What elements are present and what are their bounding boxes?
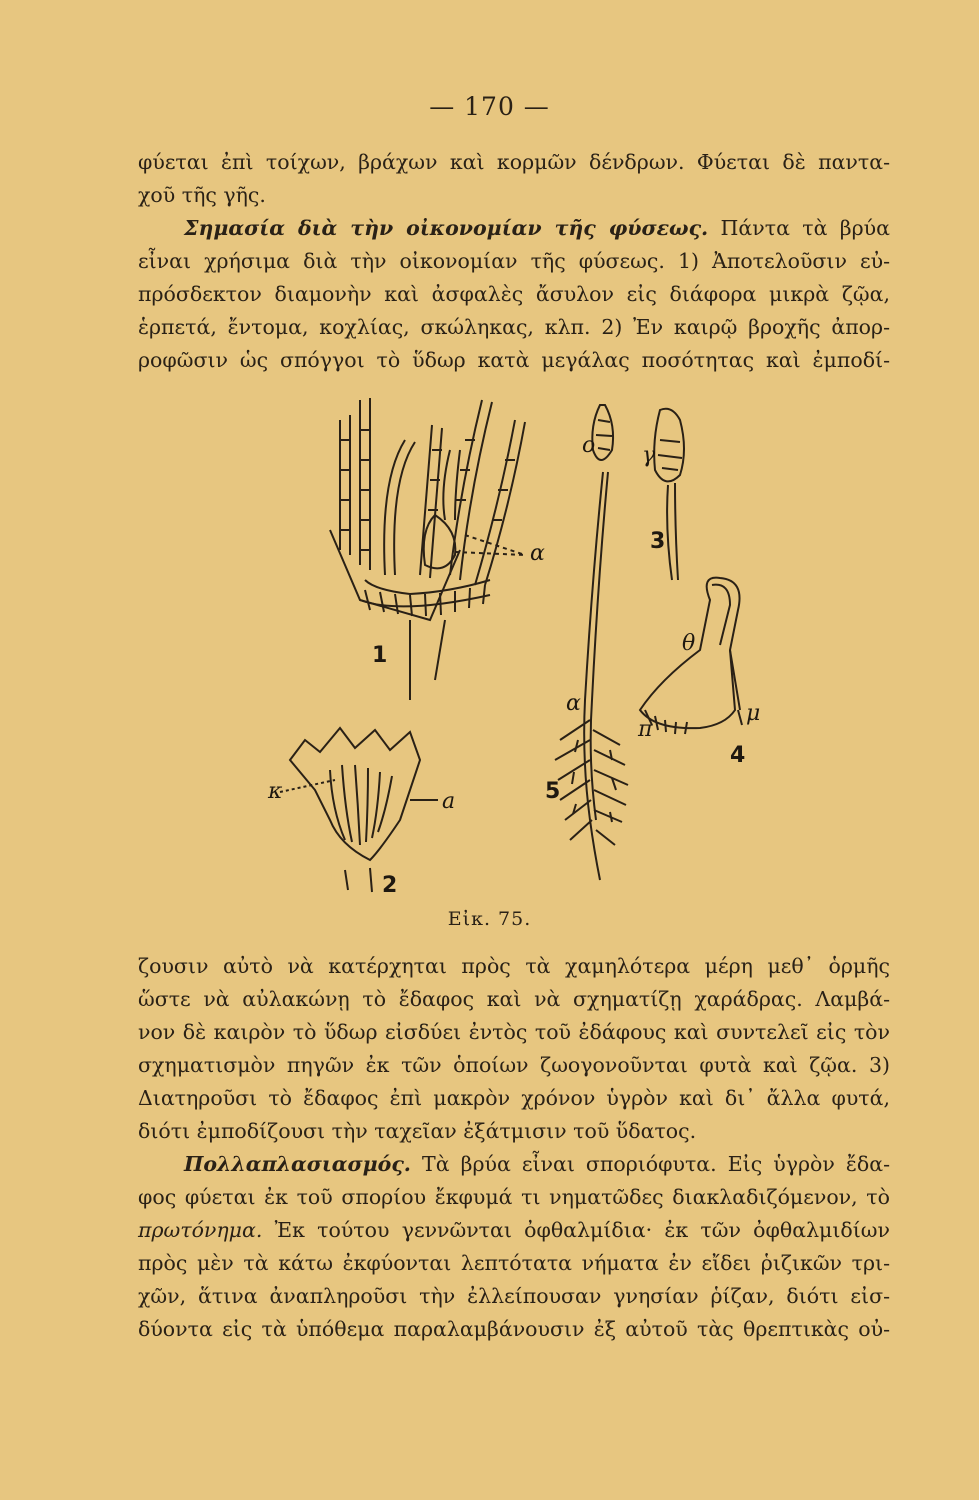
- text-line: φος φύεται ἐκ τοῦ σπορίου ἔκφυμά τι νηματῶδες διακλαδιζόμενον, τὸ: [138, 1185, 890, 1209]
- text-line: Διατηροῦσι τὸ ἔδαφος ἐπὶ μακρὸν χρόνον ὑγρὸν καὶ δι᾽ ἄλλα φυτά,: [138, 1086, 890, 1110]
- text-line: ὥστε νὰ αὐλακώνῃ τὸ ἔδαφος καὶ νὰ σχηματίζῃ χαράδρας. Λαμβά-: [138, 987, 890, 1011]
- text-line: χῶν, ἅτινα ἀναπληροῦσι τὴν ἐλλείπουσαν γνησίαν ῥίζαν, διότι εἰσ-: [138, 1284, 890, 1308]
- text-line: χοῦ τῆς γῆς.: [138, 183, 266, 207]
- figure-caption: Εἰκ. 75.: [447, 908, 532, 930]
- text-line-with-term: [138, 1214, 890, 1247]
- figure-label-1: 1: [372, 643, 388, 668]
- text-fragment: Ἐκ τούτου γεννῶνται ὀφθαλμίδια· ἐκ τῶν ὀφθαλμιδίων: [274, 1218, 890, 1242]
- figure-label-omicron: ο: [582, 433, 596, 458]
- text-line: σχηματισμὸν πηγῶν ἐκ τῶν ὁποίων ζωογονοῦνται φυτὰ καὶ ζῷα. 3): [138, 1053, 890, 1077]
- figure-label-3: 3: [650, 529, 666, 554]
- text-line: διότι ἐμποδίζουσι τὴν ταχεῖαν ἐξάτμισιν τοῦ ὕδατος.: [138, 1119, 697, 1143]
- figure-label-4: 4: [730, 743, 746, 768]
- figure-label-kappa: κ: [268, 779, 283, 804]
- figure-1-drawing: [330, 398, 525, 700]
- page-number: — 170 —: [429, 92, 550, 121]
- text-line: ἑρπετά, ἔντομα, κοχλίας, σκώληκας, κλπ. 2) Ἐν καιρῷ βροχῆς ἀπορ-: [138, 315, 890, 339]
- text-line: πρόσδεκτον διαμονὴν καὶ ἀσφαλὲς ἄσυλον εἰς διάφορα μικρὰ ζῷα,: [138, 282, 890, 306]
- figure-label-2: 2: [382, 873, 398, 898]
- text-fragment: Τὰ βρύα εἶναι σποριόφυτα. Εἰς ὑγρὸν ἔδα-: [422, 1152, 890, 1176]
- term-protonema: πρωτόνημα.: [138, 1218, 263, 1242]
- figure-label-gamma: γ: [642, 443, 656, 468]
- figure-5-drawing: [555, 405, 628, 880]
- figure-3-drawing: [654, 409, 684, 580]
- section-heading-reproduction: Πολλαπλασιασμός.: [184, 1152, 411, 1176]
- section-importance-first-line: [138, 212, 890, 245]
- text-fragment: Πάντα τὰ βρύα: [720, 216, 890, 240]
- text-line: δύοντα εἰς τὰ ὑπόθεμα παραλαμβάνουσιν ἐξ αὐτοῦ τὰς θρεπτικὰς οὐ-: [138, 1317, 890, 1341]
- text-line: νον δὲ καιρὸν τὸ ὕδωρ εἰσδύει ἐντὸς τοῦ ἐδάφους καὶ συντελεῖ εἰς τὸν: [138, 1020, 890, 1044]
- text-line: φύεται ἐπὶ τοίχων, βράχων καὶ κορμῶν δένδρων. Φύεται δὲ παντα-: [138, 150, 890, 174]
- figure-label-theta: θ: [682, 631, 696, 656]
- text-line: εἶναι χρήσιμα διὰ τὴν οἰκονομίαν τῆς φύσεως. 1) Ἀποτελοῦσιν εὐ-: [138, 249, 890, 273]
- figure-label-alpha-1: α: [530, 541, 545, 566]
- text-line: ζουσιν αὐτὸ νὰ κατέρχηται πρὸς τὰ χαμηλότερα μέρη μεθ᾽ ὁρμῆς: [138, 954, 890, 978]
- figure-label-5: 5: [545, 779, 561, 804]
- bottom-text-block: [138, 950, 890, 1346]
- figure-label-pi: π: [638, 717, 653, 742]
- text-line: πρὸς μὲν τὰ κάτω ἐκφύονται λεπτότατα νήματα ἐν εἴδει ῥιζικῶν τρι-: [138, 1251, 890, 1275]
- section-reproduction-first-line: [138, 1148, 890, 1181]
- figure-label-alpha-2: a: [442, 789, 456, 814]
- figure-label-alpha-5: α: [566, 691, 581, 716]
- top-text-block: [138, 146, 890, 377]
- section-heading-importance: Σημασία διὰ τὴν οἰκονομίαν τῆς φύσεως.: [184, 216, 709, 240]
- figure-2-drawing: [280, 728, 438, 892]
- text-line: ροφῶσιν ὡς σπόγγοι τὸ ὕδωρ κατὰ μεγάλας ποσότητας καὶ ἐμποδί-: [138, 348, 890, 372]
- moss-illustration: [260, 380, 780, 900]
- figure-label-mu: μ: [746, 701, 761, 726]
